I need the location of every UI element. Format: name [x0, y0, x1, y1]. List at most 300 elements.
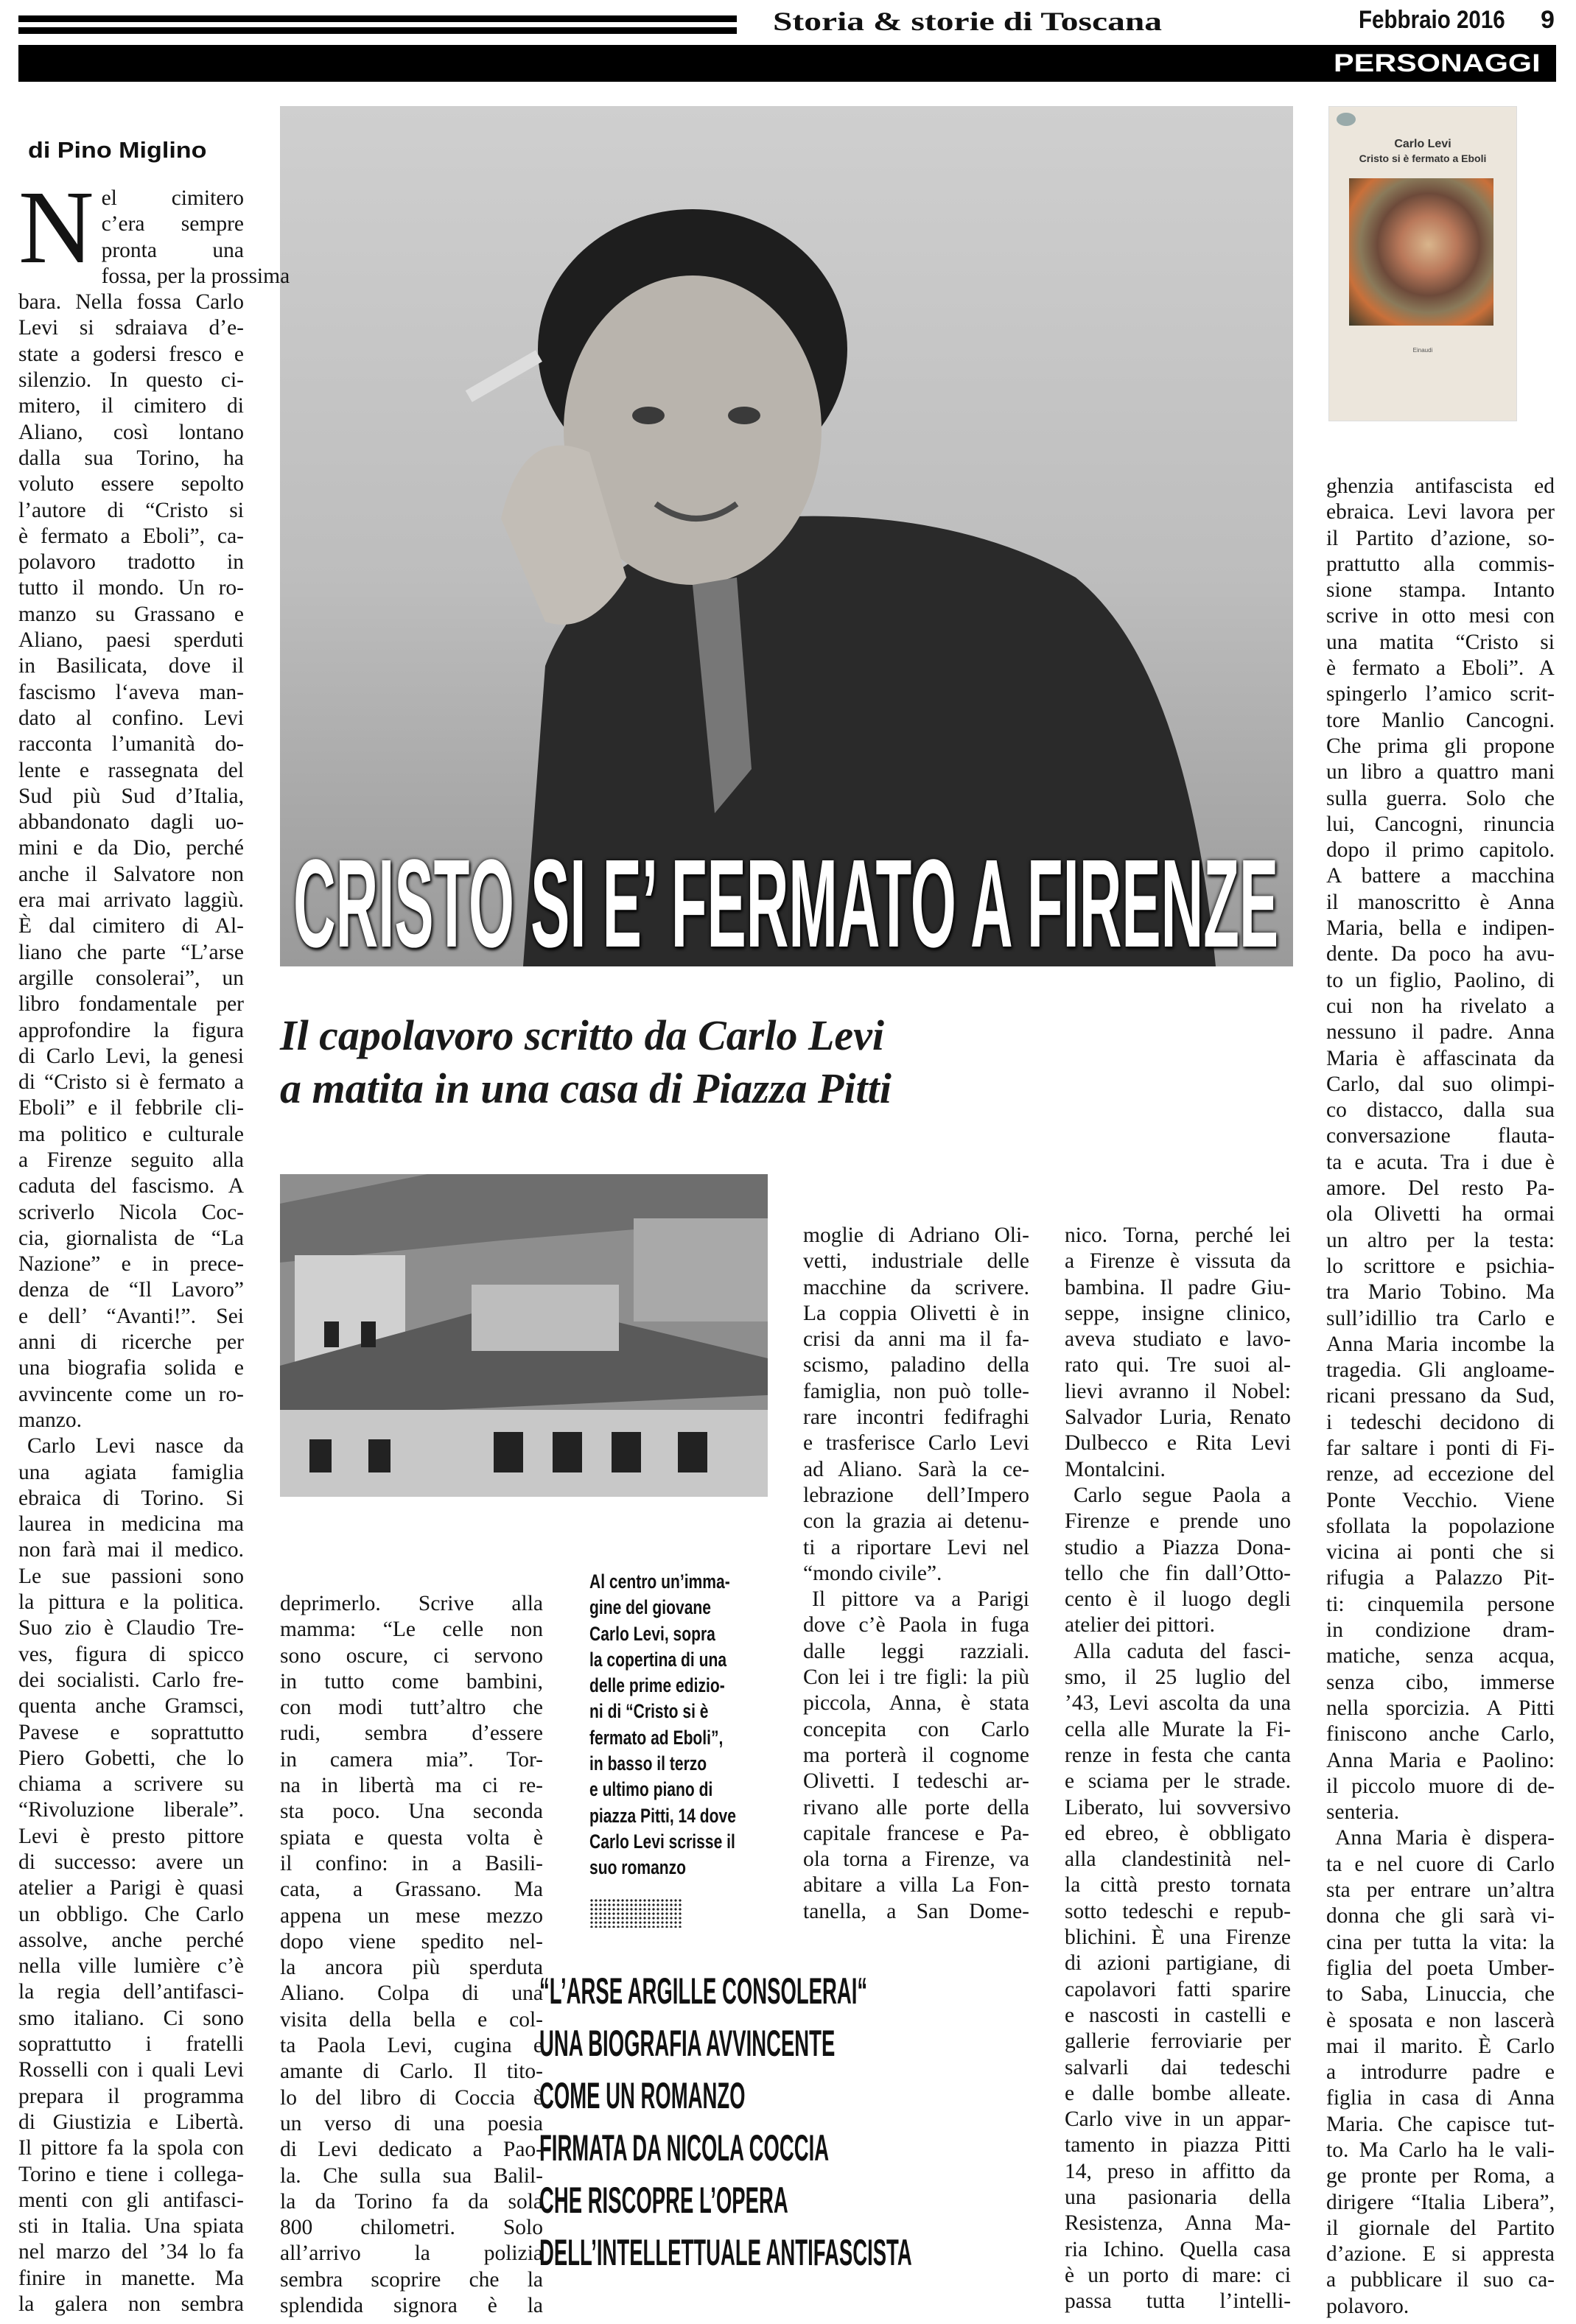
text-line: el cimitero	[101, 186, 244, 210]
text-line: cina per tutta la vita: la	[1326, 1930, 1555, 1954]
text-line: È dal cimitero di Al-	[18, 914, 244, 938]
text-line: prattutto alla commis-	[1326, 552, 1555, 576]
text-line: Aliano. Colpa di una	[280, 1981, 543, 2006]
text-line: e dalle bombe alleate.	[1065, 2081, 1291, 2105]
text-line: la. Che sulla sua Balil-	[280, 2163, 543, 2188]
text-line: atelier a Parigi è quasi	[18, 1876, 244, 1900]
text-line: in Basilicata, dove il	[18, 654, 244, 678]
text-line: Carlo segue Paola a	[1074, 1483, 1291, 1507]
text-line: di “Cristo si è fermato a	[18, 1070, 244, 1095]
text-line: capitale francese e Pa-	[803, 1821, 1029, 1845]
text-line: dalla sua Torino, ha	[18, 446, 244, 470]
text-line: ad Aliano. Sarà la ce-	[803, 1457, 1029, 1481]
text-line: la da Torino fa da sola	[280, 2189, 543, 2214]
text-line: dirigere “Italia Libera”,	[1326, 2190, 1555, 2214]
text-line: ta Paola Levi, cugina e	[280, 2034, 543, 2058]
text-line: mamma: “Le celle non	[280, 1618, 543, 1642]
text-line: lo del libro di Coccia è	[280, 2085, 543, 2110]
text-line: La coppia Olivetti è in	[803, 1301, 1029, 1325]
text-line: l’autore di “Cristo si	[18, 498, 244, 522]
text-line: quenta anche Gramsci,	[18, 1694, 244, 1719]
text-line: di azioni partigiane, di	[1065, 1951, 1291, 1976]
article-column-5	[1326, 474, 1555, 2320]
text-line: anche il Salvatore non	[18, 862, 244, 886]
text-line: manzo.	[18, 1408, 83, 1432]
masthead-text: Storia & storie di Toscana	[773, 7, 1163, 36]
text-line: ge pronte per Roma, a	[1326, 2164, 1555, 2188]
caption-line: ni di “Cristo si è	[589, 1700, 709, 1723]
text-line: voluto essere sepolto	[18, 472, 244, 496]
text-line: vetti, industriale delle	[803, 1249, 1029, 1274]
text-line: ed ebreo, è obbligato	[1065, 1821, 1291, 1845]
text-line: è sposata e non lascerà	[1326, 2008, 1555, 2032]
text-line: Maria, bella e indipen-	[1326, 916, 1555, 941]
pull-quote-line: “L’ARSE ARGILLE CONSOLERAI“	[539, 1970, 868, 2012]
text-line: senteria.	[1326, 1800, 1400, 1825]
caption-line: gine del giovane	[589, 1596, 712, 1619]
text-line: Le sue passioni sono	[18, 1564, 244, 1588]
pull-quote-line: UNA BIOGRAFIA AVVINCENTE	[539, 2023, 836, 2064]
text-line: visita della bella e col-	[280, 2007, 543, 2032]
text-line: lievi avranno il Nobel:	[1065, 1379, 1291, 1403]
text-line: sti in Italia. Una spiata	[18, 2214, 244, 2239]
text-line: ola torna a Firenze, va	[803, 1847, 1029, 1872]
text-line: avvincente come un ro-	[18, 1382, 244, 1406]
text-line: anni di ricerche per	[18, 1330, 244, 1355]
text-line: nessuno il padre. Anna	[1326, 1020, 1555, 1045]
text-line: pronta una	[101, 238, 244, 262]
text-line: to. Ma Carlo ha le vali-	[1326, 2138, 1555, 2162]
text-line: liano che parte “L’arse	[18, 940, 244, 964]
text-line: 800 chilometri. Solo	[280, 2216, 543, 2240]
drop-cap: N	[18, 169, 94, 285]
text-line: la ancora più sperduta	[280, 1956, 543, 1980]
text-line: amante di Carlo. Il tito-	[280, 2060, 543, 2084]
text-line: Nazione” e in prece-	[18, 1252, 244, 1277]
text-line: vicina ai ponti che si	[1326, 1540, 1555, 1565]
text-line: co distacco, dalla sua	[1326, 1098, 1555, 1123]
text-line: in condizione dram-	[1326, 1618, 1555, 1643]
article-column-4	[1065, 1223, 1291, 2314]
text-line: Che prima gli propone	[1326, 734, 1555, 758]
text-line: a pubblicare il suo ca-	[1326, 2268, 1555, 2292]
text-line: racconta l’umanità do-	[18, 732, 244, 756]
text-line: far saltare i ponti di Fi-	[1326, 1436, 1555, 1460]
text-line: c’era sempre	[101, 212, 244, 236]
text-line: una biografia solida e	[18, 1356, 244, 1380]
text-line: nico. Torna, perché lei	[1065, 1224, 1291, 1247]
text-line: fossa, per la prossima	[101, 264, 290, 288]
book-cover-painting	[1349, 178, 1493, 326]
text-line: to un figlio, Paolino, di	[1326, 968, 1555, 992]
text-line: amore. Del resto Pa-	[1326, 1176, 1555, 1201]
piazza-pitti-rooftops-photo	[280, 1174, 768, 1497]
caption-line: fermato ad Eboli”,	[589, 1726, 724, 1749]
text-line: una pasionaria della	[1065, 2185, 1291, 2209]
text-line: e sciama per le strade.	[1065, 1769, 1291, 1794]
text-line: nel marzo del ’34 lo fa	[18, 2240, 244, 2264]
text-line: Carlo vive in un appar-	[1065, 2107, 1291, 2132]
text-line: cia, giornalista de “La	[18, 1226, 244, 1250]
text-line: ola Olivetti ha ormai	[1326, 1202, 1555, 1226]
text-line: “Rivoluzione liberale”.	[18, 1798, 244, 1822]
text-line: era mai arrivato laggiù.	[18, 888, 244, 913]
text-line: Maria è affascinata da	[1326, 1046, 1555, 1070]
text-line: ebraica. Levi lavora per	[1326, 500, 1555, 524]
text-line: aveva studiato e lavo-	[1065, 1327, 1291, 1352]
text-line: dopo viene spedito nel-	[280, 1929, 543, 1953]
text-line: la città presto tornata	[1065, 1873, 1291, 1898]
publisher-logo-icon	[1337, 113, 1356, 126]
photo-caption	[589, 1569, 766, 1881]
headline	[293, 832, 1278, 966]
text-line: la pittura e la politica.	[18, 1590, 244, 1615]
text-line: mai il marito. È Carlo	[1326, 2034, 1555, 2058]
text-line: passa tutta l’intelli-	[1065, 2289, 1291, 2314]
text-line: di Levi dedicato a Pao-	[280, 2138, 543, 2162]
text-line: renze, ad eccezione del	[1326, 1462, 1555, 1486]
text-line: Suo zio è Claudio Tre-	[18, 1616, 244, 1640]
text-line: sta per entrare un’altra	[1326, 1878, 1555, 1903]
text-line: un verso di una poesia	[280, 2111, 543, 2135]
text-line: finiscono anche Carlo,	[1326, 1722, 1555, 1746]
issue-date-text: Febbraio 2016	[1359, 6, 1505, 34]
caption-line: in basso il terzo	[589, 1752, 707, 1775]
text-line: ta e acuta. Tra i due è	[1326, 1150, 1555, 1174]
text-line: Il pittore va a Parigi	[812, 1587, 1029, 1612]
text-line: macchine da scrivere.	[803, 1275, 1029, 1299]
text-line: atelier dei pittori.	[1065, 1613, 1215, 1637]
text-line: Con lei i tre figli: la più	[803, 1665, 1029, 1690]
text-line: scrive in otto mesi con	[1326, 604, 1555, 628]
text-line: tra Mario Tobino. Ma	[1326, 1280, 1555, 1305]
text-line: sembra scoprire che la	[280, 2267, 543, 2292]
text-line: caduta del fascismo. A	[18, 1174, 244, 1198]
text-line: ’43, Levi ascolta da una	[1065, 1691, 1291, 1716]
caption-line: suo romanzo	[589, 1856, 687, 1879]
text-line: scismo, paladino della	[803, 1353, 1029, 1377]
text-line: rare incontri fedifraghi	[803, 1405, 1029, 1430]
text-line: sione stampa. Intanto	[1326, 578, 1555, 603]
text-line: figlia del poeta Umber-	[1326, 1956, 1555, 1980]
caption-line: Carlo Levi, sopra	[589, 1622, 715, 1645]
text-line: sull’idillio tra Carlo e	[1326, 1306, 1555, 1330]
book-publisher: Einaudi	[1412, 347, 1433, 354]
text-line: tello che fin dall’Otto-	[1065, 1561, 1291, 1585]
text-line: argille consolerai”, un	[18, 966, 244, 990]
text-line: il manoscritto è Anna	[1326, 890, 1555, 914]
caption-line: e ultimo piano di	[589, 1778, 713, 1801]
text-line: a Firenze seguito alla	[18, 1148, 244, 1172]
text-line: cui non ha rivelato a	[1326, 994, 1555, 1018]
carlo-levi-portrait-photo	[280, 106, 1293, 966]
text-line: in camera mia”. Tor-	[280, 1747, 543, 1772]
text-line: sta poco. Una seconda	[280, 1800, 543, 1824]
text-line: alla clandestinità nel-	[1065, 1847, 1291, 1872]
text-line: e dell’ “Avanti!”. Sei	[18, 1304, 244, 1328]
text-line: senza cibo, immerse	[1326, 1670, 1555, 1694]
text-line: Firenze e prende uno	[1065, 1509, 1291, 1534]
subtitle-line: a matita in una casa di Piazza Pitti	[280, 1064, 892, 1112]
text-line: dalle leggi razziali.	[803, 1639, 1029, 1663]
text-line: manzo su Grassano e	[18, 602, 244, 626]
text-line: cento è il luogo degli	[1065, 1587, 1291, 1612]
text-line: blichini. È una Firenze	[1065, 1925, 1291, 1950]
text-line: concepita con Carlo	[803, 1717, 1029, 1741]
text-line: e trasferisce Carlo Levi	[803, 1431, 1029, 1456]
text-line: mini e da Dio, perché	[18, 836, 244, 860]
text-line: seppe, insigne clinico,	[1065, 1301, 1291, 1325]
text-line: Ponte Vecchio. Viene	[1326, 1488, 1555, 1512]
text-line: in tutto come bambini,	[280, 1669, 543, 1693]
text-line: Pavese e soprattutto	[18, 1720, 244, 1744]
text-line: dente. Da poco ha avu-	[1326, 942, 1555, 966]
text-line: Levi è presto pittore	[18, 1824, 244, 1848]
text-line: sono oscure, ci servono	[280, 1643, 543, 1668]
text-line: cella alle Murate la Fi-	[1065, 1717, 1291, 1741]
text-line: non farà mai il medico.	[18, 1538, 244, 1562]
article-subtitle	[280, 1009, 892, 1115]
text-line: ma politico e culturale	[18, 1122, 244, 1146]
text-line: Resistenza, Anna Ma-	[1065, 2211, 1291, 2236]
text-line: rato qui. Tre suoi al-	[1065, 1353, 1291, 1377]
text-line: prepara il programma	[18, 2084, 244, 2108]
text-line: finire in manette. Ma	[18, 2266, 244, 2290]
text-line: dei socialisti. Carlo fre-	[18, 1668, 244, 1692]
text-line: assolve, anche perché	[18, 1928, 244, 1952]
text-line: una matita “Cristo si	[1326, 630, 1555, 654]
page-number: 9	[1541, 6, 1555, 34]
text-line: fascismo l‘aveva man-	[18, 680, 244, 704]
text-line: state a godersi fresco e	[18, 342, 244, 366]
text-line: rifugia a Palazzo Pit-	[1326, 1566, 1555, 1590]
text-line: Montalcini.	[1065, 1457, 1166, 1481]
text-line: lebrazione dell’Impero	[803, 1483, 1029, 1507]
text-line: Aliano, paesi sperduti	[18, 628, 244, 653]
text-line: una agiata famiglia	[18, 1460, 244, 1484]
text-line: Alla caduta del fasci-	[1074, 1639, 1291, 1663]
text-line: abitare a villa La Fon-	[803, 1873, 1029, 1898]
text-line: Dulbecco e Rita Levi	[1065, 1431, 1291, 1456]
pull-quote-line: COME UN ROMANZO	[539, 2075, 746, 2116]
book-cover-image	[1328, 106, 1517, 421]
text-line: Eboli” e il febbrile cli-	[18, 1096, 244, 1120]
text-line: matiche, senza acqua,	[1326, 1644, 1555, 1668]
text-line: con modi tutt’altro che	[280, 1696, 543, 1720]
text-line: capolavori fatti sparire	[1065, 1977, 1291, 2001]
text-line: menti con gli antifasci-	[18, 2188, 244, 2212]
text-line: dove c’è Paola in fuga	[803, 1613, 1029, 1637]
text-line: di Giustizia e Libertà.	[18, 2110, 244, 2134]
text-line: studio a Piazza Dona-	[1065, 1535, 1291, 1559]
text-line: cata, a Grassano. Ma	[280, 1878, 543, 1902]
text-line: Levi si sdraiava d’e-	[18, 316, 244, 340]
caption-line: piazza Pitti, 14 dove	[589, 1804, 736, 1827]
section-label	[1334, 49, 1540, 78]
text-line: Carlo Levi nasce da	[27, 1434, 244, 1458]
text-line: gallerie ferroviarie per	[1065, 2029, 1291, 2054]
text-line: sotto tedeschi e repub-	[1065, 1899, 1291, 1923]
text-line: Liberato, lui sovversivo	[1065, 1795, 1291, 1819]
book-author: Carlo Levi	[1394, 138, 1451, 150]
text-line: Aliano, così lontano	[18, 420, 244, 444]
text-line: deprimerlo. Scrive alla	[280, 1592, 543, 1615]
text-line: d’azione. E si appresta	[1326, 2242, 1555, 2267]
text-line: Sud più Sud d’Italia,	[18, 784, 244, 808]
text-line: Carlo, dal suo olimpi-	[1326, 1072, 1555, 1096]
text-line: figlia in casa di Anna	[1326, 2086, 1555, 2110]
text-line: un obbligo. Che Carlo	[18, 1902, 244, 1926]
text-line: scriverlo Nicola Coc-	[18, 1200, 244, 1224]
byline-text: di Pino Miglino	[28, 137, 207, 163]
text-line: il confino: in a Basili-	[280, 1851, 543, 1875]
text-line: mitero, il cimitero di	[18, 394, 244, 418]
text-line: dato al confino. Levi	[18, 706, 244, 730]
text-line: la regia dell’antifasci-	[18, 1980, 244, 2004]
pull-quote-line: DELL’INTELLETTUALE ANTIFASCISTA	[539, 2232, 912, 2273]
text-line: è un porto di mare: ci	[1065, 2263, 1291, 2287]
pull-quote-line: CHE RISCOPRE L’OPERA	[539, 2180, 788, 2221]
text-line: Il pittore fa la spola con	[18, 2136, 244, 2160]
header-rule-bottom	[18, 27, 737, 34]
text-line: ves, figura di spicco	[18, 1642, 244, 1666]
caption-line: delle prime edizio-	[589, 1674, 725, 1697]
text-line: di Carlo Levi, la genesi	[18, 1044, 244, 1068]
text-line: piccola, Anna, è stata	[803, 1691, 1029, 1716]
text-line: abbandonato dagli uo-	[18, 810, 244, 835]
text-line: ria Ichino. Quella casa	[1065, 2237, 1291, 2261]
caption-line: Al centro un’imma-	[589, 1570, 730, 1593]
article-column-1	[18, 169, 290, 2317]
text-line: sfollata la popolazione	[1326, 1514, 1555, 1538]
text-line: donna che gli sarà vi-	[1326, 1904, 1555, 1928]
section-bar	[18, 45, 1556, 82]
text-line: polavoro tradotto in	[18, 550, 244, 575]
text-line: i tedeschi decidono di	[1326, 1410, 1555, 1434]
pull-quote-line: FIRMATA DA NICOLA COCCIA	[539, 2127, 830, 2169]
text-line: con la grazia ai detenu-	[803, 1509, 1029, 1534]
text-line: il giornale del Partito	[1326, 2216, 1555, 2240]
text-line: “mondo civile”.	[803, 1561, 942, 1585]
text-line: renze in festa che canta	[1065, 1743, 1291, 1767]
text-line: il Partito d’azione, so-	[1326, 526, 1555, 550]
text-line: ghenzia antifascista ed	[1326, 474, 1555, 498]
text-line: ti: cinquemila persone	[1326, 1592, 1555, 1616]
text-line: sulla guerra. Solo che	[1326, 786, 1555, 810]
section-label-text: PERSONAGGI	[1334, 49, 1541, 77]
text-line: è fermato a Eboli”. A	[1326, 656, 1555, 681]
book-title: Cristo si è fermato a Eboli	[1359, 152, 1487, 164]
text-line: Torino e tiene i collega-	[18, 2162, 244, 2186]
text-line: A battere a macchina	[1326, 864, 1555, 888]
text-line: il piccolo muore di de-	[1326, 1774, 1555, 1798]
text-line: spingerlo l’amico scrit-	[1326, 682, 1555, 706]
text-line: all’arrivo la polizia	[280, 2241, 543, 2266]
text-line: appena un mese mezzo	[280, 1903, 543, 1928]
text-line: libro fondamentale per	[18, 992, 244, 1017]
text-line: splendida signora è la	[280, 2294, 543, 2318]
text-line: approfondire la figura	[18, 1018, 244, 1042]
headline-text: CRISTO SI E’ FERMATO A FIRENZE	[293, 834, 1279, 966]
text-line: bara. Nella fossa Carlo	[18, 290, 244, 315]
text-line: ti a riportare Levi nel	[803, 1535, 1029, 1559]
text-line: è fermato a Eboli”, ca-	[18, 524, 244, 548]
rooftops-illustration	[280, 1174, 768, 1497]
text-line: e nascosti in castelli e	[1065, 2003, 1291, 2027]
text-line: spiata e questa volta è	[280, 1825, 543, 1850]
text-line: di successo: avere un	[18, 1850, 244, 1874]
text-line: smo italiano. Ci sono	[18, 2006, 244, 2030]
text-line: soprattutto i fratelli	[18, 2032, 244, 2057]
issue-date	[1359, 6, 1505, 35]
text-line: tamento in piazza Pitti	[1065, 2133, 1291, 2158]
text-line: Olivetti. I tedeschi ar-	[803, 1769, 1029, 1794]
halftone-ornament	[589, 1898, 682, 1928]
text-line: tragedia. Gli angloame-	[1326, 1358, 1555, 1383]
text-line: rivano alle porte della	[803, 1795, 1029, 1819]
subtitle-line: Il capolavoro scritto da Carlo Levi	[280, 1011, 884, 1059]
text-line: chiama a scrivere su	[18, 1772, 244, 1797]
text-line: denza de “Il Lavoro”	[18, 1278, 244, 1302]
article-column-3	[803, 1223, 1029, 1925]
text-line: crisi da anni ma il fa-	[803, 1327, 1029, 1352]
text-line: la galera non sembra	[18, 2292, 244, 2317]
text-line: ricani pressano da Sud,	[1326, 1384, 1555, 1408]
text-line: rudi, sembra d’essere	[280, 1721, 543, 1746]
text-line: nella ville lumière c’è	[18, 1954, 244, 1979]
caption-line: la copertina di una	[589, 1648, 727, 1671]
text-line: tanella, a San Dome-	[803, 1899, 1029, 1923]
text-line: silenzio. In questo ci-	[18, 368, 244, 393]
text-line: Piero Gobetti, che lo	[18, 1746, 244, 1770]
header-rule-top	[18, 15, 737, 22]
text-line: Rosselli con i quali Levi	[18, 2058, 244, 2082]
text-line: smo, il 25 luglio del	[1065, 1665, 1291, 1690]
text-line: polavoro.	[1326, 2294, 1409, 2318]
text-line: un altro per la testa:	[1326, 1228, 1555, 1252]
text-line: lo scrittore e psichia-	[1326, 1254, 1555, 1278]
text-line: moglie di Adriano Oli-	[803, 1224, 1029, 1247]
text-line: lente e rassegnata del	[18, 758, 244, 782]
text-line: Salvador Luria, Renato	[1065, 1405, 1291, 1430]
text-line: nella sporcizia. A Pitti	[1326, 1696, 1555, 1720]
text-line: bambina. Il padre Giu-	[1065, 1275, 1291, 1299]
masthead	[773, 6, 1162, 37]
text-line: lui, Cancogni, rinuncia	[1326, 812, 1555, 836]
text-line: salvarli dai tedeschi	[1065, 2055, 1291, 2079]
text-line: Anna Maria incombe la	[1326, 1332, 1555, 1356]
text-line: dopo il primo capitolo.	[1326, 838, 1555, 863]
text-line: to Saba, Linuccia, che	[1326, 1982, 1555, 2007]
text-line: na in libertà ma ci re-	[280, 1774, 543, 1798]
text-line: tore Manlio Cancogni.	[1326, 708, 1555, 732]
article-column-2	[280, 1591, 543, 2319]
text-line: ma porterà il cognome	[803, 1743, 1029, 1767]
text-line: tutto il mondo. Un ro-	[18, 576, 244, 600]
text-line: ebraica di Torino. Si	[18, 1486, 244, 1510]
byline	[28, 137, 206, 164]
text-line: Maria. Che capisce tut-	[1326, 2112, 1555, 2136]
text-line: a Firenze è vissuta da	[1065, 1249, 1291, 1274]
text-line: conversazione flauta-	[1326, 1124, 1555, 1148]
text-line: famiglia, non può tolle-	[803, 1379, 1029, 1403]
caption-line: Carlo Levi scrisse il	[589, 1830, 735, 1853]
text-line: ta e nel cuore di Carlo	[1326, 1852, 1555, 1876]
text-line: un libro a quattro mani	[1326, 760, 1555, 784]
text-line: laurea in medicina ma	[18, 1512, 244, 1537]
text-line: 14, preso in affitto da	[1065, 2159, 1291, 2183]
text-line: Anna Maria è dispera-	[1335, 1826, 1555, 1850]
